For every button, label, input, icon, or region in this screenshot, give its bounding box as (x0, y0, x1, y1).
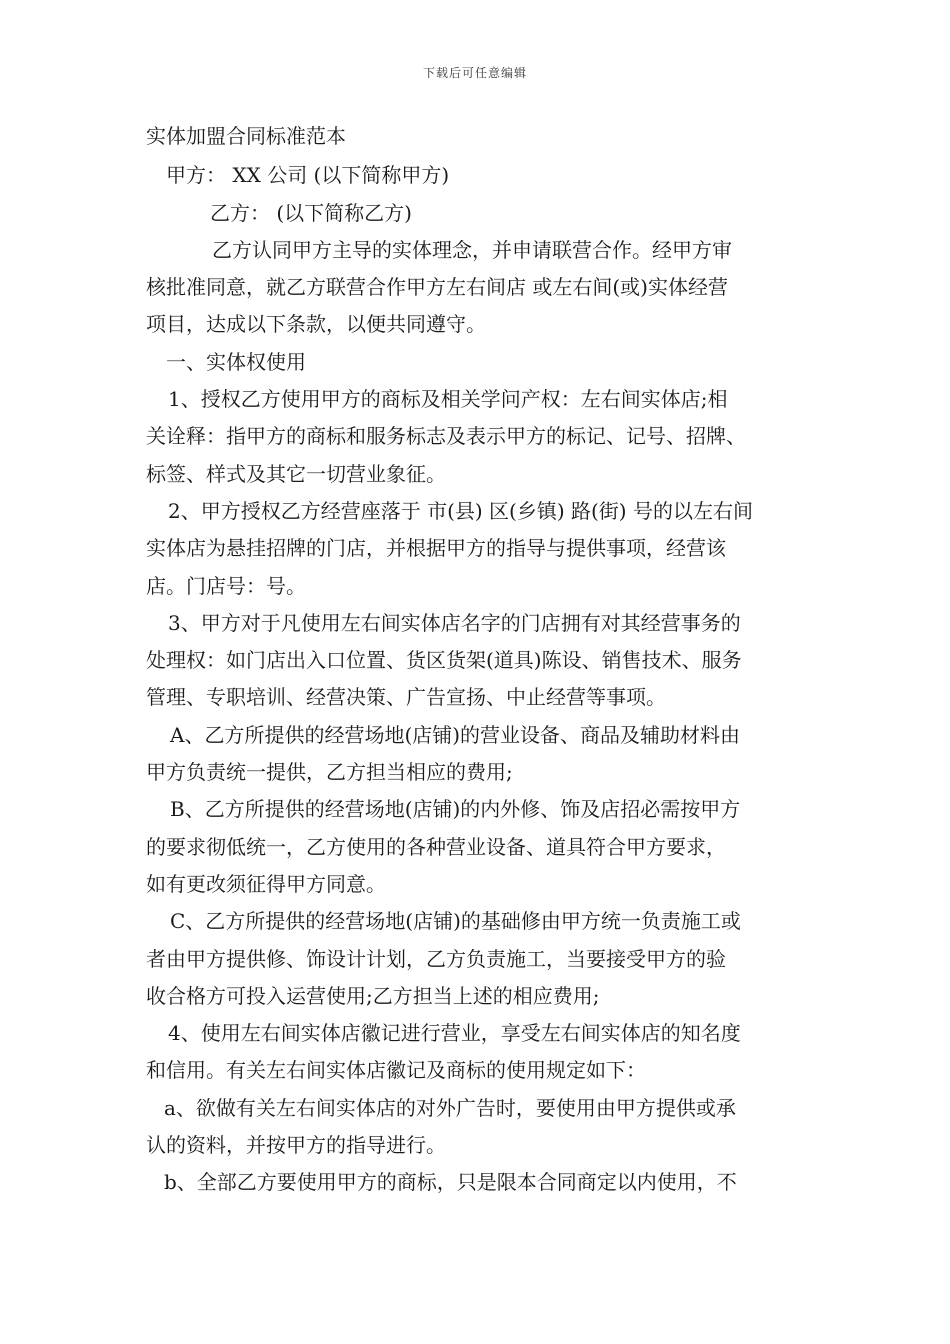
paragraph-line: 处理权：如门店出入口位置、货区货架(道具)陈设、销售技术、服务 (146, 648, 742, 673)
paragraph-line: 4、使用左右间实体店徽记进行营业，享受左右间实体店的知名度 (168, 1021, 741, 1046)
party-b-line: 乙方： (以下简称乙方) (210, 200, 412, 225)
party-a-line: 甲方： XX 公司 (以下简称甲方) (166, 163, 450, 188)
paragraph-line: 甲方负责统一提供，乙方担当相应的费用; (146, 760, 513, 785)
paragraph-line: 项目，达成以下条款，以便共同遵守。 (146, 312, 486, 337)
paragraph-line: 管理、专职培训、经营决策、广告宣扬、中止经营等事项。 (146, 685, 666, 710)
paragraph-line: A、乙方所提供的经营场地(店铺)的营业设备、商品及辅助材料由 (170, 722, 741, 747)
paragraph-line: 如有更改须征得甲方同意。 (146, 871, 386, 896)
paragraph-line: 核批准同意，就乙方联营合作甲方左右间店 或左右间(或)实体经营 (146, 275, 728, 300)
paragraph-line: 乙方认同甲方主导的实体理念，并申请联营合作。经甲方审 (212, 237, 732, 262)
section-heading: 一、实体权使用 (166, 349, 306, 374)
paragraph-line: 关诠释：指甲方的商标和服务标志及表示甲方的标记、记号、招牌、 (146, 424, 746, 449)
paragraph-line: 的要求彻低统一，乙方使用的各种营业设备、道具符合甲方要求， (146, 834, 726, 859)
paragraph-line: 认的资料，并按甲方的指导进行。 (146, 1133, 446, 1158)
paragraph-line: b、全部乙方要使用甲方的商标，只是限本合同商定以内使用，不 (164, 1170, 737, 1195)
paragraph-line: 3、甲方对于凡使用左右间实体店名字的门店拥有对其经营事务的 (168, 610, 741, 635)
header-note: 下载后可任意编辑 (422, 66, 527, 80)
paragraph-line: 实体店为悬挂招牌的门店，并根据甲方的指导与提供事项，经营该 (146, 536, 726, 561)
paragraph-line: B、乙方所提供的经营场地(店铺)的内外修、饰及店招必需按甲方 (170, 797, 741, 822)
paragraph-line: 者由甲方提供修、饰设计计划，乙方负责施工，当要接受甲方的验 (146, 946, 726, 971)
paragraph-line: 店。门店号：号。 (146, 573, 306, 598)
paragraph-line: 2、甲方授权乙方经营座落于 市(县) 区(乡镇) 路(街) 号的以左右间 (168, 498, 753, 523)
paragraph-line: 1、授权乙方使用甲方的商标及相关学问产权：左右间实体店;相 (168, 387, 728, 412)
paragraph-line: 和信用。有关左右间实体店徽记及商标的使用规定如下： (146, 1058, 646, 1083)
document-body (146, 118, 808, 1202)
paragraph-line: 收合格方可投入运营使用;乙方担当上述的相应费用; (146, 983, 600, 1008)
document-title: 实体加盟合同标准范本 (146, 124, 346, 148)
paragraph-line: a、欲做有关左右间实体店的对外广告时，要使用由甲方提供或承 (164, 1095, 736, 1120)
paragraph-line: C、乙方所提供的经营场地(店铺)的基础修由甲方统一负责施工或 (170, 909, 741, 934)
paragraph-line: 标签、样式及其它一切营业象征。 (146, 461, 446, 486)
